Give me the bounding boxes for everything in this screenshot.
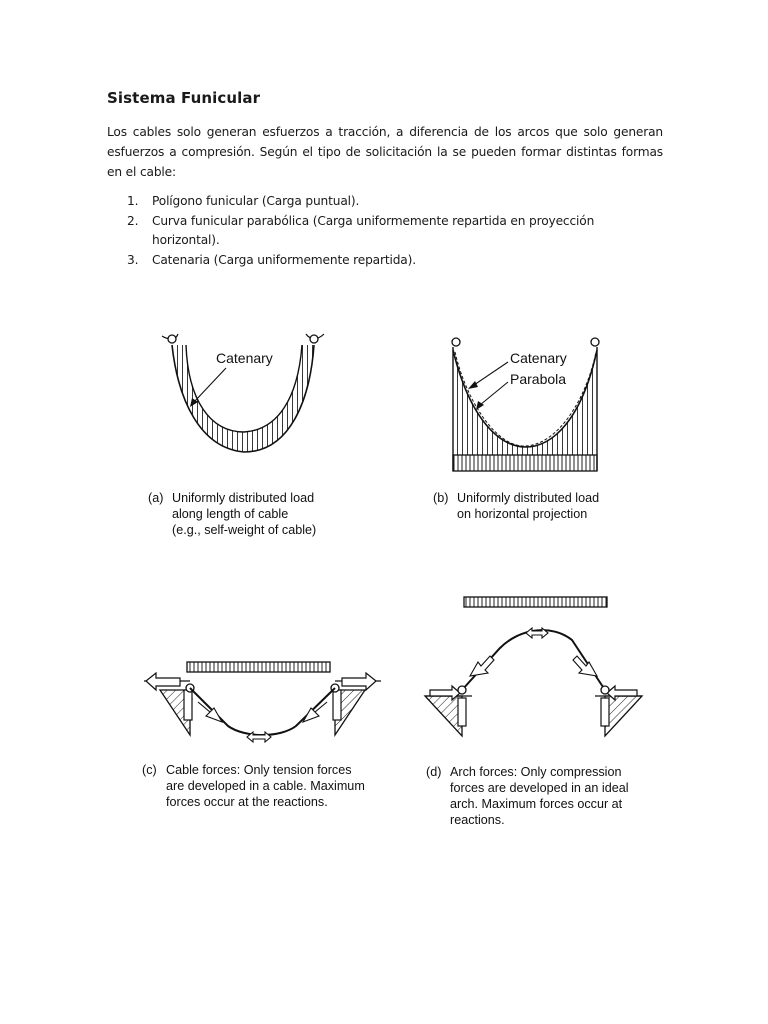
caption-b [433,490,663,526]
parabola-label-b: Parabola [510,371,567,387]
list-number: 1. [127,194,139,208]
list-number: 3. [127,252,139,267]
caption-tag: (c) [142,763,157,777]
caption-text: Uniformly distributed load on horizontal projection [457,491,600,521]
caption-text: Arch forces: Only compression forces are developed in an ideal arch. Maximum forces occur at reactions. [450,765,629,827]
catenary-label-a: Catenary [216,350,273,366]
diagram-a [162,334,324,452]
diagram-c [144,662,381,742]
list-text: Curva funicular parabólica (Carga uniformemente repartida en proyección horizontal). [152,213,595,247]
caption-tag: (b) [433,491,449,505]
caption-text: Uniformly distributed load along length of cable (e.g., self-weight of cable) [172,491,317,537]
list-number: 2. [127,213,139,228]
caption-tag: (a) [148,491,164,505]
caption-a [148,490,378,542]
caption-c [142,762,387,814]
list-text: Polígono funicular (Carga puntual). [152,194,360,208]
section-title: Sistema Funicular [107,89,261,107]
caption-d [426,764,666,832]
caption-tag: (d) [426,765,442,779]
catenary-label-b: Catenary [510,350,567,366]
list-text: Catenaria (Carga uniformemente repartida). [152,252,416,267]
diagram-b [452,338,599,471]
diagram-d [425,597,642,736]
intro-paragraph: Los cables solo generan esfuerzos a tracción, a diferencia de los arcos que solo generan esfuerzos a compresión. Según el tipo de solicitación la se pueden formar distintas formas en el cable: [107,125,663,179]
caption-text: Cable forces: Only tension forces are developed in a cable. Maximum forces occur at the reactions. [166,763,365,809]
